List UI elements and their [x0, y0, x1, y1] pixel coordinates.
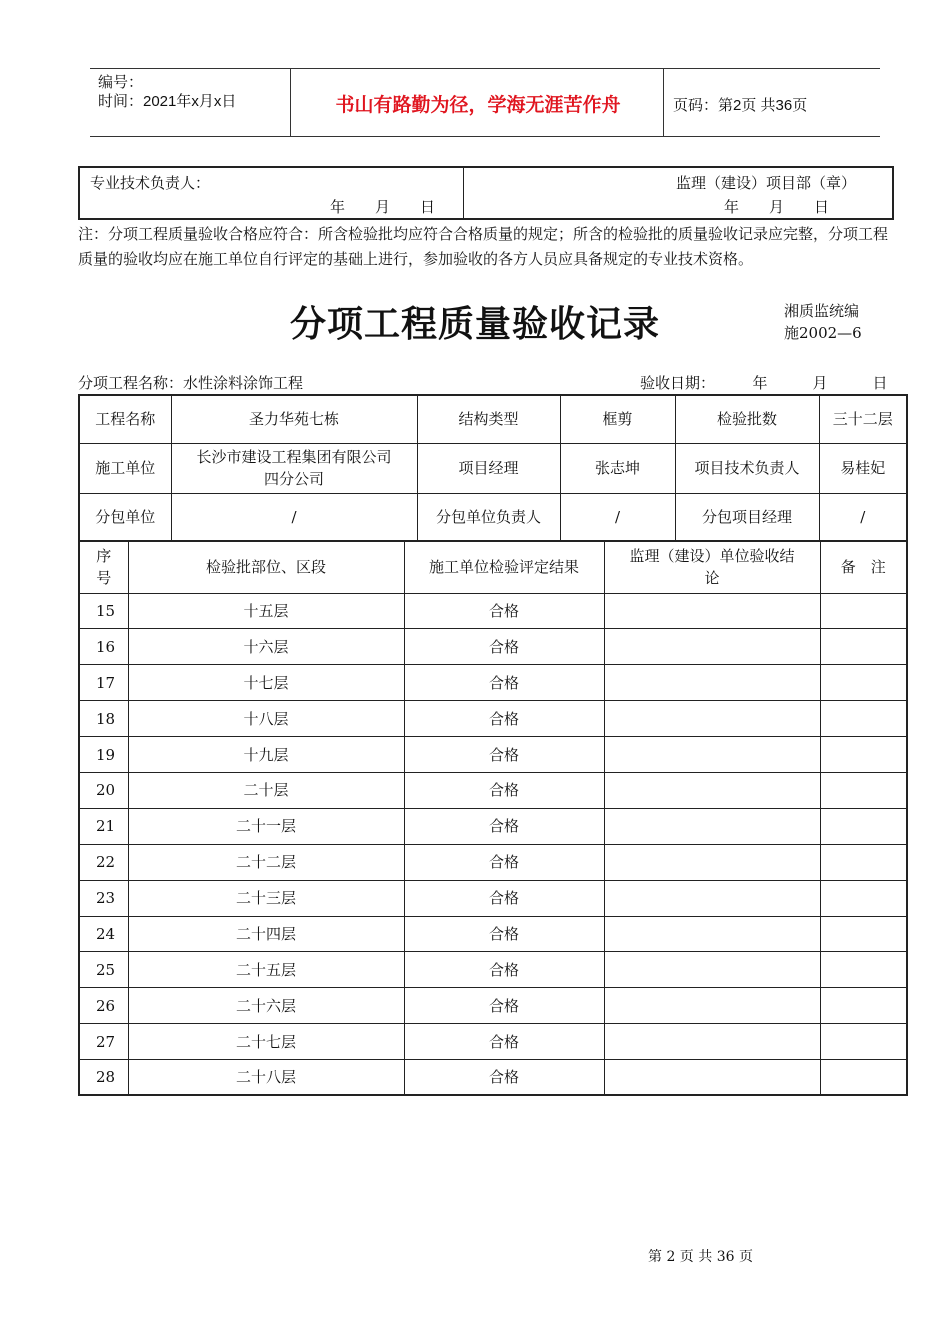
row-remark: [820, 988, 907, 1024]
contractor-name-line2: 四分公司: [263, 470, 324, 488]
row-result: 合格: [404, 808, 604, 844]
row-supervision: [604, 880, 820, 916]
row-remark: [820, 916, 907, 952]
supervision-date: 年 月 日: [724, 198, 830, 216]
row-remark: [820, 880, 907, 916]
row-remark: [820, 701, 907, 737]
row-result: 合格: [404, 1060, 604, 1096]
row-seq: 25: [79, 952, 128, 988]
form-code-line1: 湘质监统编: [784, 302, 860, 320]
table-row: [79, 1060, 907, 1096]
row-supervision: [604, 701, 820, 737]
table-row: [79, 952, 907, 988]
row-remark: [820, 665, 907, 701]
acceptance-date-line: 验收日期： 年 月 日: [640, 374, 888, 392]
row-supervision: [604, 952, 820, 988]
row-location: 二十五层: [128, 952, 404, 988]
row-result: 合格: [404, 701, 604, 737]
table-row: [79, 772, 907, 808]
row-supervision: [604, 808, 820, 844]
header-location: 检验批部位、区段: [128, 541, 404, 593]
row-location: 二十三层: [128, 880, 404, 916]
row-result: 合格: [404, 737, 604, 773]
row-seq: 22: [79, 844, 128, 880]
row-seq: 18: [79, 701, 128, 737]
info-value: 张志坤: [560, 443, 675, 493]
header-remark: 备 注: [820, 541, 907, 593]
row-seq: 19: [79, 737, 128, 773]
row-result: 合格: [404, 988, 604, 1024]
header-page-label: 页码：第2页 共36页: [673, 97, 808, 114]
row-location: 二十一层: [128, 808, 404, 844]
info-label: 工程名称: [79, 395, 171, 443]
info-label: 分包单位: [79, 493, 171, 541]
row-result: 合格: [404, 952, 604, 988]
row-result: 合格: [404, 772, 604, 808]
info-label: 施工单位: [79, 443, 171, 493]
table-row: [79, 701, 907, 737]
row-result: 合格: [404, 916, 604, 952]
tech-lead-date: 年 月 日: [330, 198, 436, 216]
row-supervision: [604, 772, 820, 808]
table-row: [79, 916, 907, 952]
project-name-line: 分项工程名称：水性涂料涂饰工程: [78, 374, 304, 392]
header-supervision-line1: 监理（建设）单位验收结: [629, 547, 795, 566]
page-footer: 第 2 页 共 36 页: [648, 1249, 753, 1265]
table-row: [79, 808, 907, 844]
note-paragraph: 注：分项工程质量验收合格应符合：所含检验批均应符合合格质量的规定；所含的检验批的质量验收记录应完整，分项工程质量的验收均应在施工单位自行评定的基础上进行，参加验收的各方人员应具备规定的专业技术资格。: [78, 225, 889, 268]
inspection-table: [78, 540, 908, 1096]
row-location: 二十八层: [128, 1060, 404, 1096]
info-label: 结构类型: [417, 395, 560, 443]
header-supervision: [604, 541, 820, 593]
row-remark: [820, 1024, 907, 1060]
table-row: [79, 593, 907, 629]
row-location: 十八层: [128, 701, 404, 737]
form-code-line2: 施2002—6: [784, 324, 862, 342]
header-result: 施工单位检验评定结果: [404, 541, 604, 593]
project-info-table: [78, 394, 908, 542]
row-remark: [820, 772, 907, 808]
table-row: [79, 665, 907, 701]
row-location: 二十四层: [128, 916, 404, 952]
tech-lead-label: 专业技术负责人：: [90, 174, 211, 192]
row-seq: 21: [79, 808, 128, 844]
table-header-row: [79, 541, 907, 593]
info-value: 圣力华苑七栋: [171, 395, 417, 443]
page-title: 分项工程质量验收记录: [289, 304, 660, 345]
row-location: 二十七层: [128, 1024, 404, 1060]
info-value: /: [171, 493, 417, 541]
row-result: 合格: [404, 880, 604, 916]
info-row: [79, 395, 907, 443]
row-supervision: [604, 988, 820, 1024]
info-row: [79, 443, 907, 493]
info-label: 分包项目经理: [675, 493, 819, 541]
row-remark: [820, 629, 907, 665]
info-label: 项目经理: [417, 443, 560, 493]
row-remark: [820, 952, 907, 988]
row-remark: [820, 844, 907, 880]
info-value: 框剪: [560, 395, 675, 443]
row-location: 十九层: [128, 737, 404, 773]
info-value: 易桂妃: [819, 443, 907, 493]
row-supervision: [604, 665, 820, 701]
row-remark: [820, 593, 907, 629]
row-seq: 15: [79, 593, 128, 629]
row-seq: 28: [79, 1060, 128, 1096]
row-supervision: [604, 844, 820, 880]
row-result: 合格: [404, 665, 604, 701]
info-value: [171, 443, 417, 493]
row-remark: [820, 1060, 907, 1096]
row-supervision: [604, 629, 820, 665]
header-time-label: 时间：2021年x月x日: [98, 93, 237, 110]
table-row: [79, 629, 907, 665]
info-label: 项目技术负责人: [675, 443, 819, 493]
row-remark: [820, 737, 907, 773]
row-seq: 24: [79, 916, 128, 952]
contractor-name-line1: 长沙市建设工程集团有限公司: [196, 448, 392, 466]
info-label: 检验批数: [675, 395, 819, 443]
row-remark: [820, 808, 907, 844]
row-location: 二十六层: [128, 988, 404, 1024]
header-divider: [290, 68, 291, 136]
header-seq-line1: 序: [96, 547, 112, 566]
row-supervision: [604, 737, 820, 773]
form-code: [784, 300, 862, 344]
table-row: [79, 737, 907, 773]
row-supervision: [604, 1024, 820, 1060]
table-row: [79, 1024, 907, 1060]
row-location: 十五层: [128, 593, 404, 629]
row-supervision: [604, 916, 820, 952]
row-result: 合格: [404, 844, 604, 880]
supervision-stamp-label: 监理（建设）项目部（章）: [676, 174, 857, 192]
header-motto: 书山有路勤为径，学海无涯苦作舟: [335, 94, 621, 116]
row-seq: 23: [79, 880, 128, 916]
info-value: 三十二层: [819, 395, 907, 443]
info-value: /: [819, 493, 907, 541]
header-supervision-line2: 论: [704, 569, 720, 588]
row-location: 二十二层: [128, 844, 404, 880]
info-value: /: [560, 493, 675, 541]
row-result: 合格: [404, 1024, 604, 1060]
table-row: [79, 988, 907, 1024]
info-label: 分包单位负责人: [417, 493, 560, 541]
row-seq: 17: [79, 665, 128, 701]
header-seq: [79, 541, 128, 593]
signature-divider: [463, 166, 464, 218]
row-supervision: [604, 1060, 820, 1096]
row-seq: 20: [79, 772, 128, 808]
header-bottom-rule: [90, 136, 880, 137]
header-top-rule: [90, 68, 880, 69]
row-location: 十七层: [128, 665, 404, 701]
header-seq-line2: 号: [96, 569, 112, 588]
table-row: [79, 880, 907, 916]
row-location: 二十层: [128, 772, 404, 808]
row-result: 合格: [404, 593, 604, 629]
table-body: [79, 593, 907, 1095]
table-row: [79, 844, 907, 880]
row-location: 十六层: [128, 629, 404, 665]
header-number-label: 编号：: [98, 74, 144, 91]
info-row: [79, 493, 907, 541]
row-result: 合格: [404, 629, 604, 665]
row-seq: 16: [79, 629, 128, 665]
row-supervision: [604, 593, 820, 629]
row-seq: 27: [79, 1024, 128, 1060]
row-seq: 26: [79, 988, 128, 1024]
